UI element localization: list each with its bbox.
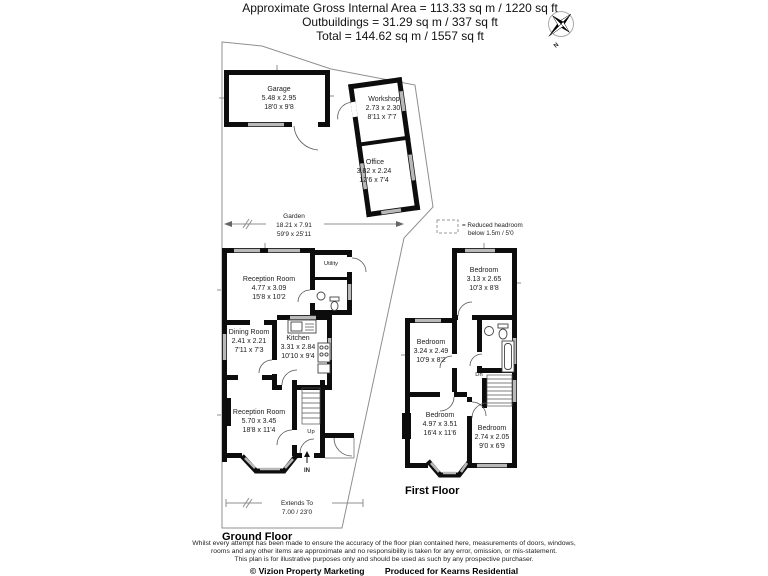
bedroom1-imperial: 10'3 x 8'8 [469,285,499,292]
compass-icon [549,12,574,50]
bedroom2-metric: 3.24 x 2.49 [413,348,449,355]
garden-dimension [224,213,404,238]
workshop-metric: 2.73 x 2.30 [365,105,401,112]
bedroom1-label: Bedroom [469,267,499,274]
hob-icon [318,343,330,362]
door-arc [440,397,454,411]
garage-room [224,70,330,150]
entrance-arrow-icon [304,451,310,463]
garden-label: Garden [283,213,305,220]
disclaimer-line2: rooms and any other items are approximate and no responsibility is taken for any error, omission, or mis-statement. [210,548,558,556]
bathroom-fixtures [485,324,515,372]
stairs-down-label: Dn [475,372,483,378]
bedroom1-metric: 3.13 x 2.65 [466,276,502,283]
kitchen-label: Kitchen [286,335,310,342]
reception2-imperial: 18'8 x 11'4 [242,427,276,434]
window [465,249,495,253]
kitchen-imperial: 10'10 x 9'4 [281,353,315,360]
dining-metric: 2.41 x 2.21 [231,338,267,345]
door-arc [334,438,352,456]
toilet-bowl-icon [331,302,338,311]
bedroom4-imperial: 9'0 x 6'9 [479,443,505,450]
toilet-bowl-icon [499,329,507,339]
bedroom2-imperial: 10'9 x 8'2 [416,357,446,364]
credit-kearns: Produced for Kearns Residential [384,565,519,576]
first-floor-title: First Floor [405,485,460,497]
garden-dim-arrow-left [224,221,232,227]
window [268,249,300,253]
bay-window [242,456,296,471]
window [290,316,316,320]
door-arc [300,439,314,453]
kitchen-sink-icon [291,322,302,331]
office-imperial: 12'6 x 7'4 [359,177,389,184]
window [223,334,227,360]
garage-imperial: 18'0 x 9'8 [264,104,294,111]
outbuildings-area: Outbuildings = 31.29 sq m / 337 sq ft [302,15,498,29]
legend-line2: below 1.5m / 5'0 [468,230,514,237]
door-arc [259,360,272,373]
garage-metric: 5.48 x 2.95 [261,95,297,102]
stairs-down [487,375,512,406]
garage-label: Garage [267,86,291,93]
reduced-headroom-swatch [437,220,458,233]
bedroom4-label: Bedroom [477,425,507,432]
bedroom3-imperial: 16'4 x 11'6 [423,430,457,437]
legend-line1: = Reduced headroom [462,222,523,229]
stairs-up-label: Up [307,429,315,435]
window [513,380,517,402]
workshop-door-arc [336,102,353,119]
door-arc [298,290,310,302]
window [234,249,260,253]
garden-dim-arrow-right [396,221,404,227]
window [415,319,441,323]
utility-label: Utility [323,261,339,267]
workshop-label: Workshop [368,96,400,103]
door-arc [277,430,292,445]
office-label: Office [365,159,385,166]
reception2-metric: 5.70 x 3.45 [241,418,277,425]
workshop-imperial: 8'11 x 7'7 [367,114,397,121]
credit-vizion: © Vizion Property Marketing [249,565,365,576]
extends-label: Extends To [280,500,314,507]
stairs-up [302,388,320,424]
reduced-headroom-legend [437,220,523,237]
window [348,284,352,300]
bedroom3-metric: 4.97 x 3.51 [422,421,458,428]
bedroom2-label: Bedroom [416,339,446,346]
compass-north-label: N [553,42,561,50]
kitchen-metric: 3.31 x 2.84 [280,344,316,351]
door-arc [352,258,366,272]
reception1-label: Reception Room [242,276,296,283]
entrance-label: IN [304,468,310,474]
total-area: Total = 144.62 sq m / 1557 sq ft [316,29,484,43]
garage-window [248,123,284,127]
credits [0,567,768,575]
disclaimer [0,540,768,575]
garden-metric: 18.21 x 7.91 [276,222,312,229]
bay-window-first-floor [428,461,470,475]
reception1-metric: 4.77 x 3.09 [251,285,287,292]
bathtub-inner [505,344,512,370]
reception2-label: Reception Room [232,409,286,416]
gross-internal-area: Approximate Gross Internal Area = 113.33 sq m / 1220 sq ft [242,1,558,15]
toilet-icon [498,324,508,328]
dining-imperial: 7'11 x 7'3 [234,347,264,354]
office-metric: 3.82 x 2.24 [356,168,392,175]
sink-icon [317,292,325,300]
disclaimer-line3: This plan is for illustrative purposes only and should be used as such by any prospective purchaser. [234,556,534,564]
ground-floor-title: Ground Floor [222,531,293,543]
toilet-icon [330,297,339,301]
bedroom4-metric: 2.74 x 2.05 [474,434,510,441]
sink-icon [485,327,494,336]
disclaimer-line1: Whilst every attempt has been made to ensure the accuracy of the floor plan contained here, measurements of doors, windows, [192,540,576,547]
extends-dims: 7.00 / 23'0 [281,509,313,516]
window [477,464,507,468]
garage-door-arc [294,126,318,150]
door-arc [470,354,482,366]
ground-floor-plan [222,248,366,543]
first-floor-plan [402,248,517,497]
wc-fixtures [317,292,339,311]
bedroom3-label: Bedroom [425,412,455,419]
porch-outline [325,438,354,458]
door-arc [458,302,472,316]
garden-imperial: 59'9 x 25'11 [276,231,312,238]
extends-dimension [226,498,363,516]
workshop-office-building [333,77,420,219]
appliance-icon [318,364,330,373]
dining-label: Dining Room [228,329,270,336]
reception1-imperial: 15'8 x 10'2 [252,294,286,301]
